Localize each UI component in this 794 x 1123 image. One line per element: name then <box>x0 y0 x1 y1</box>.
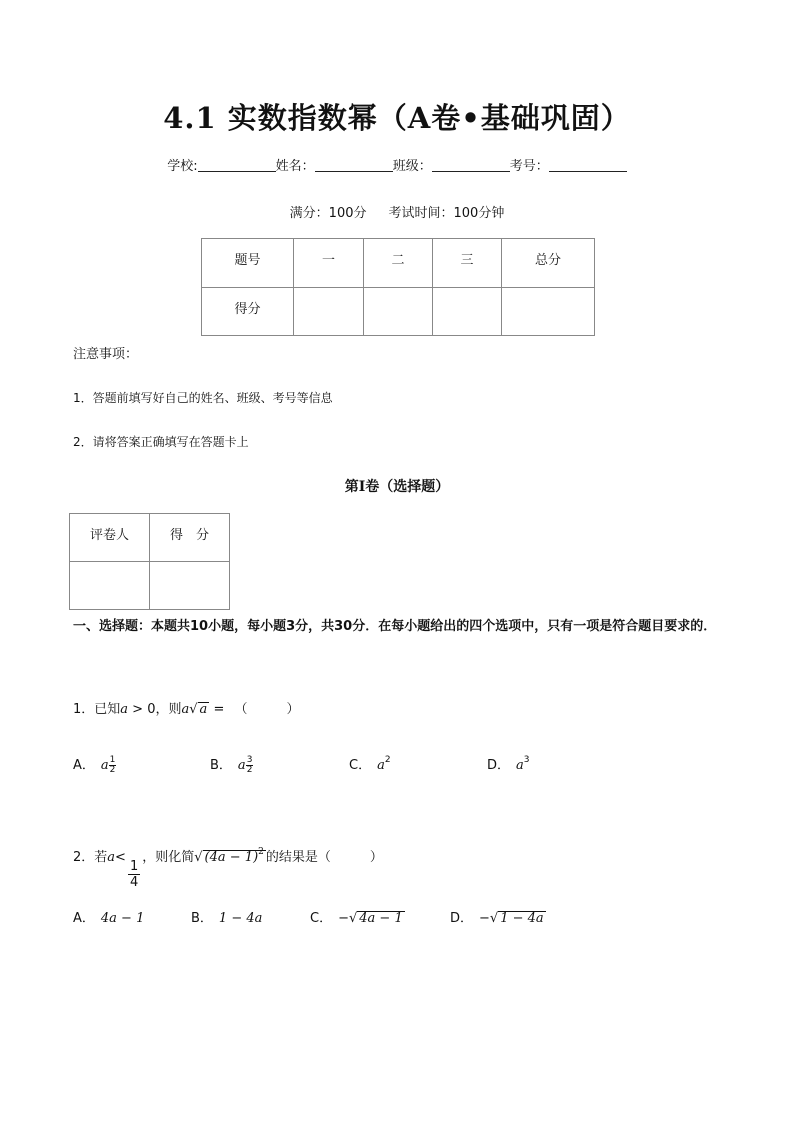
q2-radicand-exponent: 2 <box>258 847 264 857</box>
fraction-numerator: 3 <box>246 755 253 765</box>
fraction-numerator: 1 <box>109 755 116 765</box>
q1-answer-paren: （ ） <box>234 702 300 717</box>
score-header-cell: 题号 <box>202 239 294 288</box>
q1-expr-a: a <box>181 702 190 717</box>
note-item: 1．答题前填写好自己的姓名、班级、考号等信息 <box>73 391 333 405</box>
exam-no-label: 考号： <box>509 159 549 174</box>
q2-radicand <box>203 847 266 866</box>
sqrt-sign: √ <box>189 702 198 717</box>
score-table <box>201 238 595 336</box>
score-cell <box>364 288 433 336</box>
option-prefix: − <box>338 911 349 926</box>
grader-header-row <box>70 514 230 562</box>
grader-empty-row <box>70 562 230 610</box>
option-label: D． <box>487 758 511 773</box>
q1-option-d <box>487 754 530 773</box>
q1-option-b <box>210 754 253 775</box>
score-cell <box>502 288 595 336</box>
option-label: A． <box>73 758 95 773</box>
score-row-label: 得分 <box>202 288 294 336</box>
q1-option-c <box>349 754 391 773</box>
option-label: D． <box>450 911 474 926</box>
q2-option-d <box>450 907 546 926</box>
option-prefix: − <box>479 911 490 926</box>
score-table-header-row <box>202 239 595 288</box>
option-base: a <box>100 758 109 773</box>
q2-option-c <box>310 907 405 926</box>
q2-cond-var: a <box>107 850 116 865</box>
exam-time: 考试时间：100分钟 <box>388 206 505 221</box>
score-header-cell: 二 <box>364 239 433 288</box>
score-header-cell: 一 <box>294 239 364 288</box>
option-exponent: 3 <box>523 755 530 765</box>
option-base: a <box>237 758 246 773</box>
score-cell <box>294 288 364 336</box>
score-cell <box>433 288 502 336</box>
q1-cond-var: a <box>120 702 129 717</box>
q1-number: 1．已知 <box>73 702 121 717</box>
full-score: 满分：100分 <box>289 206 367 221</box>
fraction-denominator: 2 <box>109 765 116 775</box>
grader-header-cell: 得 分 <box>150 514 230 562</box>
option-exponent: 2 <box>384 755 391 765</box>
score-table-score-row <box>202 288 595 336</box>
q2-mid: ，则化简 <box>142 850 195 865</box>
q2-cond-fraction <box>128 859 140 890</box>
q1-cond-rest: > 0，则 <box>128 702 182 717</box>
fraction-denominator: 2 <box>246 765 253 775</box>
score-header-cell: 三 <box>433 239 502 288</box>
q2-radicand-base: (4a − 1) <box>204 850 259 865</box>
exam-meta <box>0 202 794 221</box>
option-radicand: 1 − 4a <box>500 911 544 926</box>
option-label: B． <box>191 911 213 926</box>
q2-option-b <box>191 907 262 926</box>
section-heading: 一、选择题：本题共10小题，每小题3分，共30分．在每小题给出的四个选项中，只有一项是符合题目要求的． <box>73 619 717 634</box>
class-blank <box>432 158 510 172</box>
option-label: C． <box>349 758 372 773</box>
name-label: 姓名： <box>275 159 315 174</box>
option-label: C． <box>310 911 333 926</box>
option-label: A． <box>73 911 95 926</box>
school-label: 学校: <box>167 159 198 174</box>
fraction-denominator: 4 <box>129 875 139 890</box>
option-exponent-fraction <box>246 756 254 775</box>
sqrt-sign: √ <box>194 850 203 865</box>
q2-number: 2．若 <box>73 850 108 865</box>
note-item: 2．请将答案正确填写在答题卡上 <box>73 435 249 449</box>
option-label: B． <box>210 758 232 773</box>
exam-no-blank <box>549 158 627 172</box>
question-2 <box>73 846 383 890</box>
notes-heading: 注意事项： <box>73 347 139 362</box>
option-exponent-fraction <box>109 756 117 775</box>
option-base: a <box>377 758 385 773</box>
score-header-cell: 总分 <box>502 239 595 288</box>
school-blank <box>198 158 276 172</box>
sqrt-sign: √ <box>348 911 358 926</box>
q1-expr-eq: = <box>209 702 229 717</box>
q1-expr-radicand: a <box>199 702 208 717</box>
name-blank <box>315 158 393 172</box>
grader-cell <box>70 562 150 610</box>
grader-table <box>69 513 230 610</box>
option-text: 1 − 4a <box>218 911 263 926</box>
q1-option-a <box>73 754 116 775</box>
grader-cell <box>150 562 230 610</box>
fraction-numerator: 1 <box>129 859 139 874</box>
option-base: a <box>516 758 524 773</box>
q2-tail: 的结果是（ ） <box>265 850 383 865</box>
student-info-line <box>0 155 794 174</box>
page-title: 4.1 实数指数幂（A卷•基础巩固） <box>163 101 631 135</box>
option-radicand: 4a − 1 <box>359 911 403 926</box>
part-title: 第I卷（选择题） <box>344 479 450 495</box>
option-text: 4a − 1 <box>100 911 145 926</box>
question-1 <box>73 698 300 717</box>
q2-cond-lt: < <box>115 850 126 865</box>
grader-header-cell: 评卷人 <box>70 514 150 562</box>
class-label: 班级： <box>392 159 432 174</box>
q2-option-a <box>73 907 144 926</box>
sqrt-sign: √ <box>489 911 499 926</box>
